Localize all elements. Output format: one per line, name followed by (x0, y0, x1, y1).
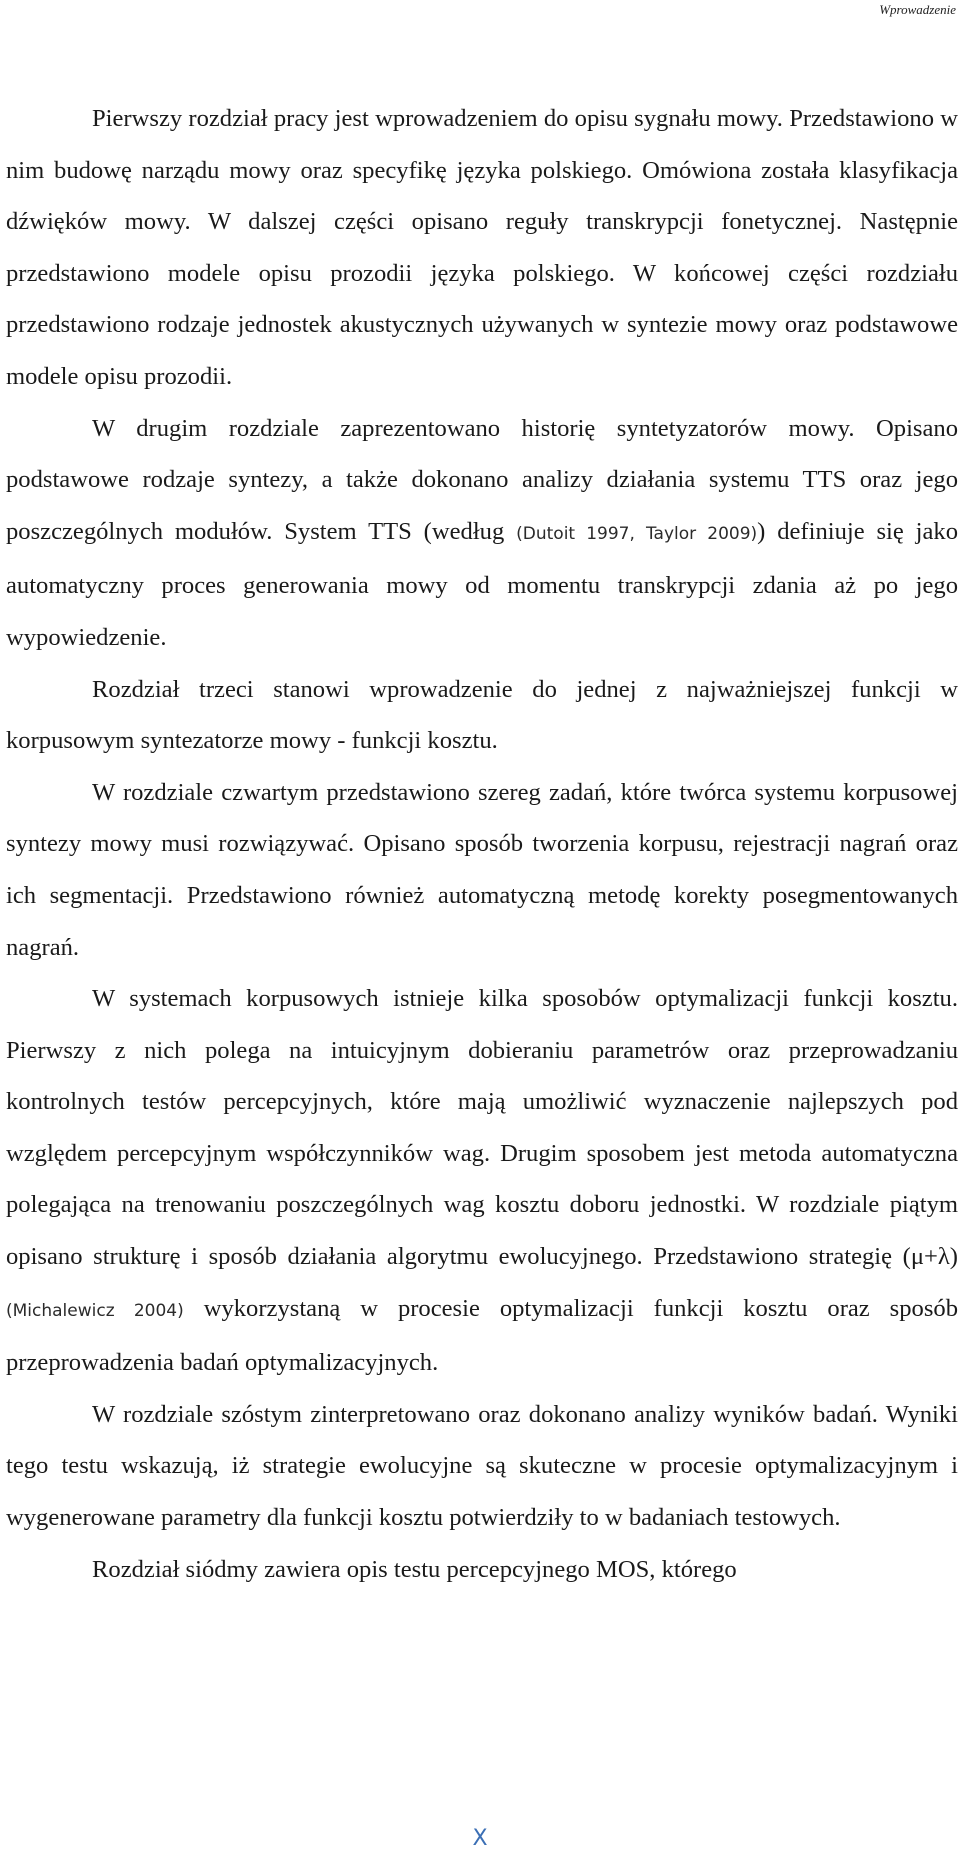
paragraph-text: Rozdział siódmy zawiera opis testu percepcyjnego MOS, którego (92, 1555, 737, 1583)
paragraph-chapter-4 (6, 767, 958, 973)
running-header: Wprowadzenie (879, 2, 956, 17)
paragraph-text: wykorzystaną w procesie optymalizacji funkcji kosztu oraz sposób przeprowadzenia badań optymalizacyjnych. (6, 1294, 958, 1377)
document-body (6, 93, 958, 1595)
paragraph-chapter-7 (6, 1544, 958, 1596)
paragraph-chapter-2 (6, 403, 958, 664)
paragraph-text: W rozdziale czwartym przedstawiono szereg zadań, które twórca systemu korpusowej syntezy mowy musi rozwiązywać. Opisano sposób tworzenia korpusu, rejestracji nagrań oraz ich segmentacji. Przedstawiono również automatyczną metodę korekty posegmentowanych nagrań. (6, 778, 958, 961)
paragraph-chapter-3 (6, 664, 958, 767)
paragraph-text: W drugim rozdziale zaprezentowano historię syntetyzatorów mowy. Opisano podstawowe rodzaje syntezy, a także dokonano analizy działania systemu TTS oraz jego poszczególnych modułów. System TTS (według (6, 414, 958, 545)
paragraph-chapter-5 (6, 973, 958, 1389)
paragraph-text: W rozdziale szóstym zinterpretowano oraz dokonano analizy wyników badań. Wyniki tego testu wskazują, iż strategie ewolucyjne są skuteczne w procesie optymalizacyjnym i wygenerowane parametry dla funkcji kosztu potwierdziły to w badaniach testowych. (6, 1400, 958, 1532)
citation-michalewicz: (Michalewicz 2004) (6, 1300, 184, 1321)
paragraph-text: Rozdział trzeci stanowi wprowadzenie do jednej z najważniejszej funkcji w korpusowym syntezatorze mowy - funkcji kosztu. (6, 675, 958, 755)
paragraph-text: Pierwszy rozdział pracy jest wprowadzeniem do opisu sygnału mowy. Przedstawiono w nim budowę narządu mowy oraz specyfikę języka polskiego. Omówiona została klasyfikacja dźwięków mowy. W dalszej części opisano reguły transkrypcji fonetycznej. Następnie przedstawiono modele opisu prozodii języka polskiego. W końcowej części rozdziału przedstawiono rodzaje jednostek akustycznych używanych w syntezie mowy oraz podstawowe modele opisu prozodii. (6, 105, 958, 390)
paragraph-text: ) definiuje się jako automatyczny proces generowania mowy od momentu transkrypcji zdania aż po jego wypowiedzenie. (6, 517, 958, 651)
citation-dutoit-taylor: (Dutoit 1997, Taylor 2009) (516, 523, 758, 544)
paragraph-chapter-1 (6, 93, 958, 403)
paragraph-text: W systemach korpusowych istnieje kilka sposobów optymalizacji funkcji kosztu. Pierwszy z nich polega na intuicyjnym dobieraniu parametrów oraz przeprowadzaniu kontrolnych testów percepcyjnych, które mają umożliwić wyznaczenie najlepszych pod względem percepcyjnym współczynników wag. Drugim sposobem jest metoda automatyczna polegająca na trenowaniu poszczególnych wag kosztu doboru jednostki. W rozdziale piątym opisano strukturę i sposób działania algorytmu ewolucyjnego. Przedstawiono strategię (μ+λ) (6, 985, 958, 1271)
paragraph-chapter-6 (6, 1389, 958, 1544)
page-number: X (472, 1826, 488, 1851)
